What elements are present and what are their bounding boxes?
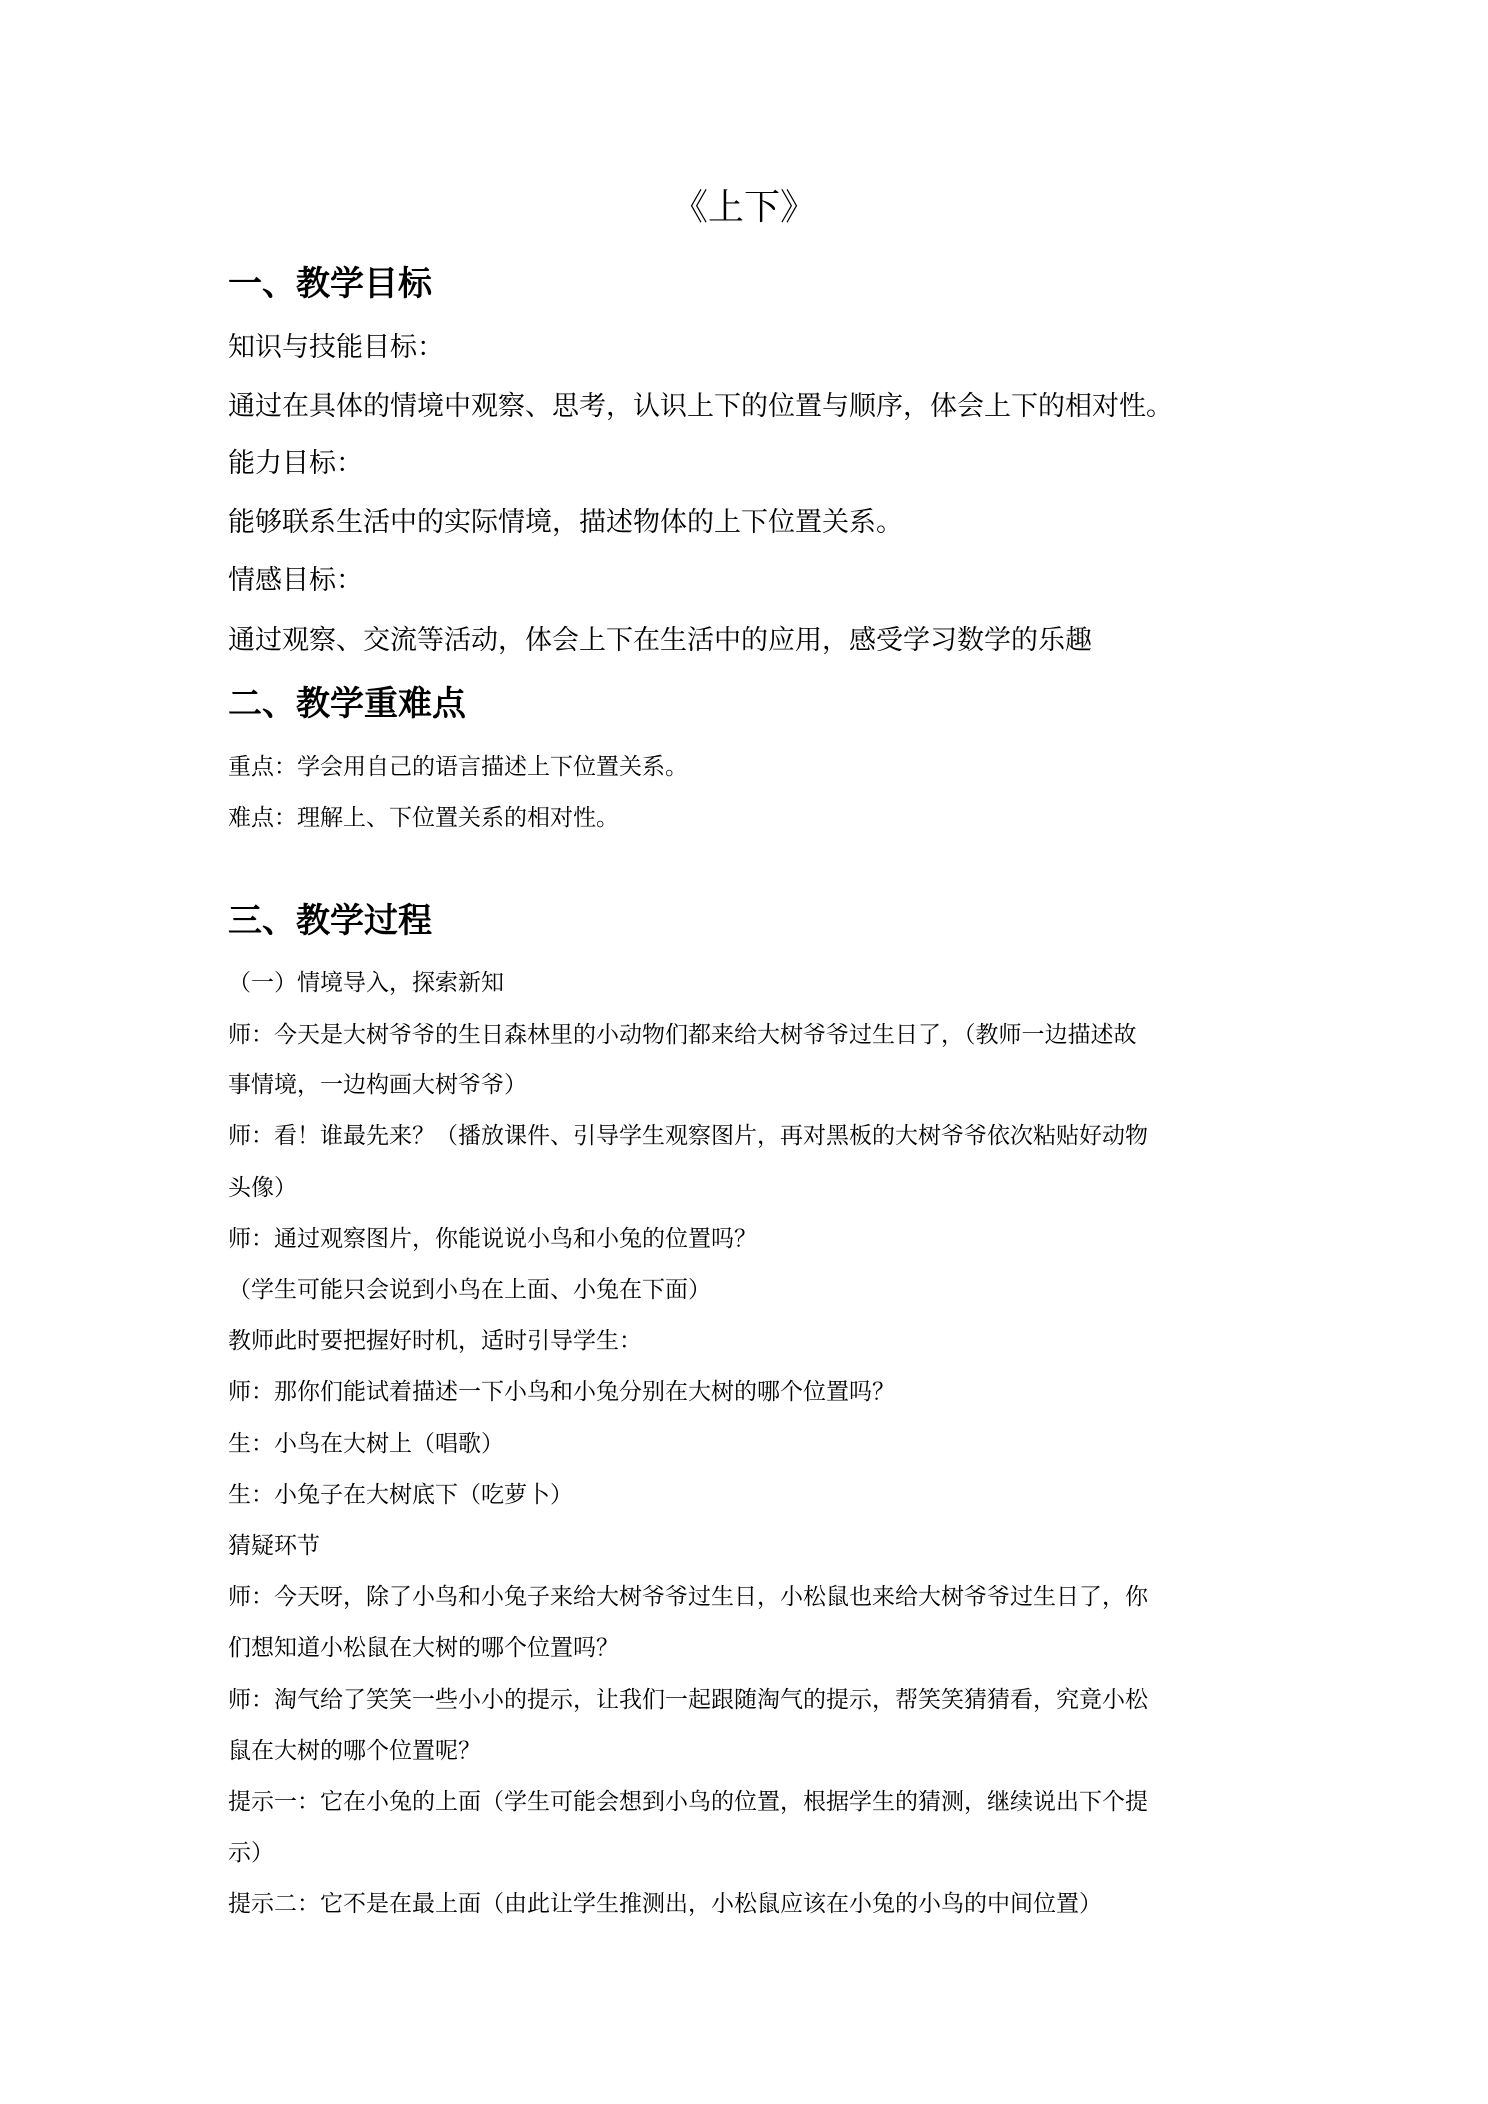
process-line: 生：小兔子在大树底下（吃萝卜） [228, 1482, 573, 1508]
process-line: 猜疑环节 [228, 1533, 320, 1559]
knowledge-goal-text: 通过在具体的情境中观察、思考，认识上下的位置与顺序，体会上下的相对性。 [228, 391, 1173, 422]
process-line: （学生可能只会说到小鸟在上面、小兔在下面） [228, 1277, 711, 1303]
key-point-text: 重点：学会用自己的语言描述上下位置关系。 [228, 754, 688, 780]
process-line: 提示一：它在小兔的上面（学生可能会想到小鸟的位置，根据学生的猜测，继续说出下个提 [228, 1789, 1148, 1815]
process-line: 鼠在大树的哪个位置呢？ [228, 1738, 481, 1764]
section-heading-key-points: 二、教学重难点 [228, 684, 466, 724]
process-line: 教师此时要把握好时机，适时引导学生： [228, 1328, 642, 1354]
section-heading-process: 三、教学过程 [228, 901, 432, 941]
process-line: 师：那你们能试着描述一下小鸟和小兔分别在大树的哪个位置吗？ [228, 1379, 895, 1405]
process-line: 提示二：它不是在最上面（由此让学生推测出，小松鼠应该在小兔的小鸟的中间位置） [228, 1891, 1102, 1917]
process-line: （一）情境导入，探索新知 [228, 970, 504, 996]
process-line: 示） [228, 1840, 274, 1866]
knowledge-goal-label: 知识与技能目标： [228, 332, 444, 363]
process-line: 师：今天是大树爷爷的生日森林里的小动物们都来给大树爷爷过生日了，（教师一边描述故 [228, 1022, 1137, 1048]
process-line: 师：通过观察图片，你能说说小鸟和小兔的位置吗？ [228, 1226, 757, 1252]
ability-goal-text: 能够联系生活中的实际情境，描述物体的上下位置关系。 [228, 507, 903, 538]
ability-goal-label: 能力目标： [228, 448, 363, 479]
process-line: 们想知道小松鼠在大树的哪个位置吗？ [228, 1635, 619, 1661]
section-heading-objectives: 一、教学目标 [228, 264, 432, 304]
process-line: 师：看！谁最先来？（播放课件、引导学生观察图片，再对黑板的大树爷爷依次粘贴好动物 [228, 1123, 1148, 1149]
process-line: 事情境，一边构画大树爷爷） [228, 1072, 527, 1098]
document-title: 《上下》 [671, 187, 816, 228]
process-line: 师：淘气给了笑笑一些小小的提示，让我们一起跟随淘气的提示，帮笑笑猜猜看，究竟小松 [228, 1687, 1148, 1713]
process-line: 师：今天呀，除了小鸟和小兔子来给大树爷爷过生日，小松鼠也来给大树爷爷过生日了，你 [228, 1584, 1148, 1610]
process-line: 头像） [228, 1175, 297, 1201]
emotion-goal-text: 通过观察、交流等活动，体会上下在生活中的应用，感受学习数学的乐趣 [228, 625, 1092, 656]
process-line: 生：小鸟在大树上（唱歌） [228, 1431, 504, 1457]
difficulty-text: 难点：理解上、下位置关系的相对性。 [228, 805, 619, 831]
emotion-goal-label: 情感目标： [228, 565, 363, 596]
